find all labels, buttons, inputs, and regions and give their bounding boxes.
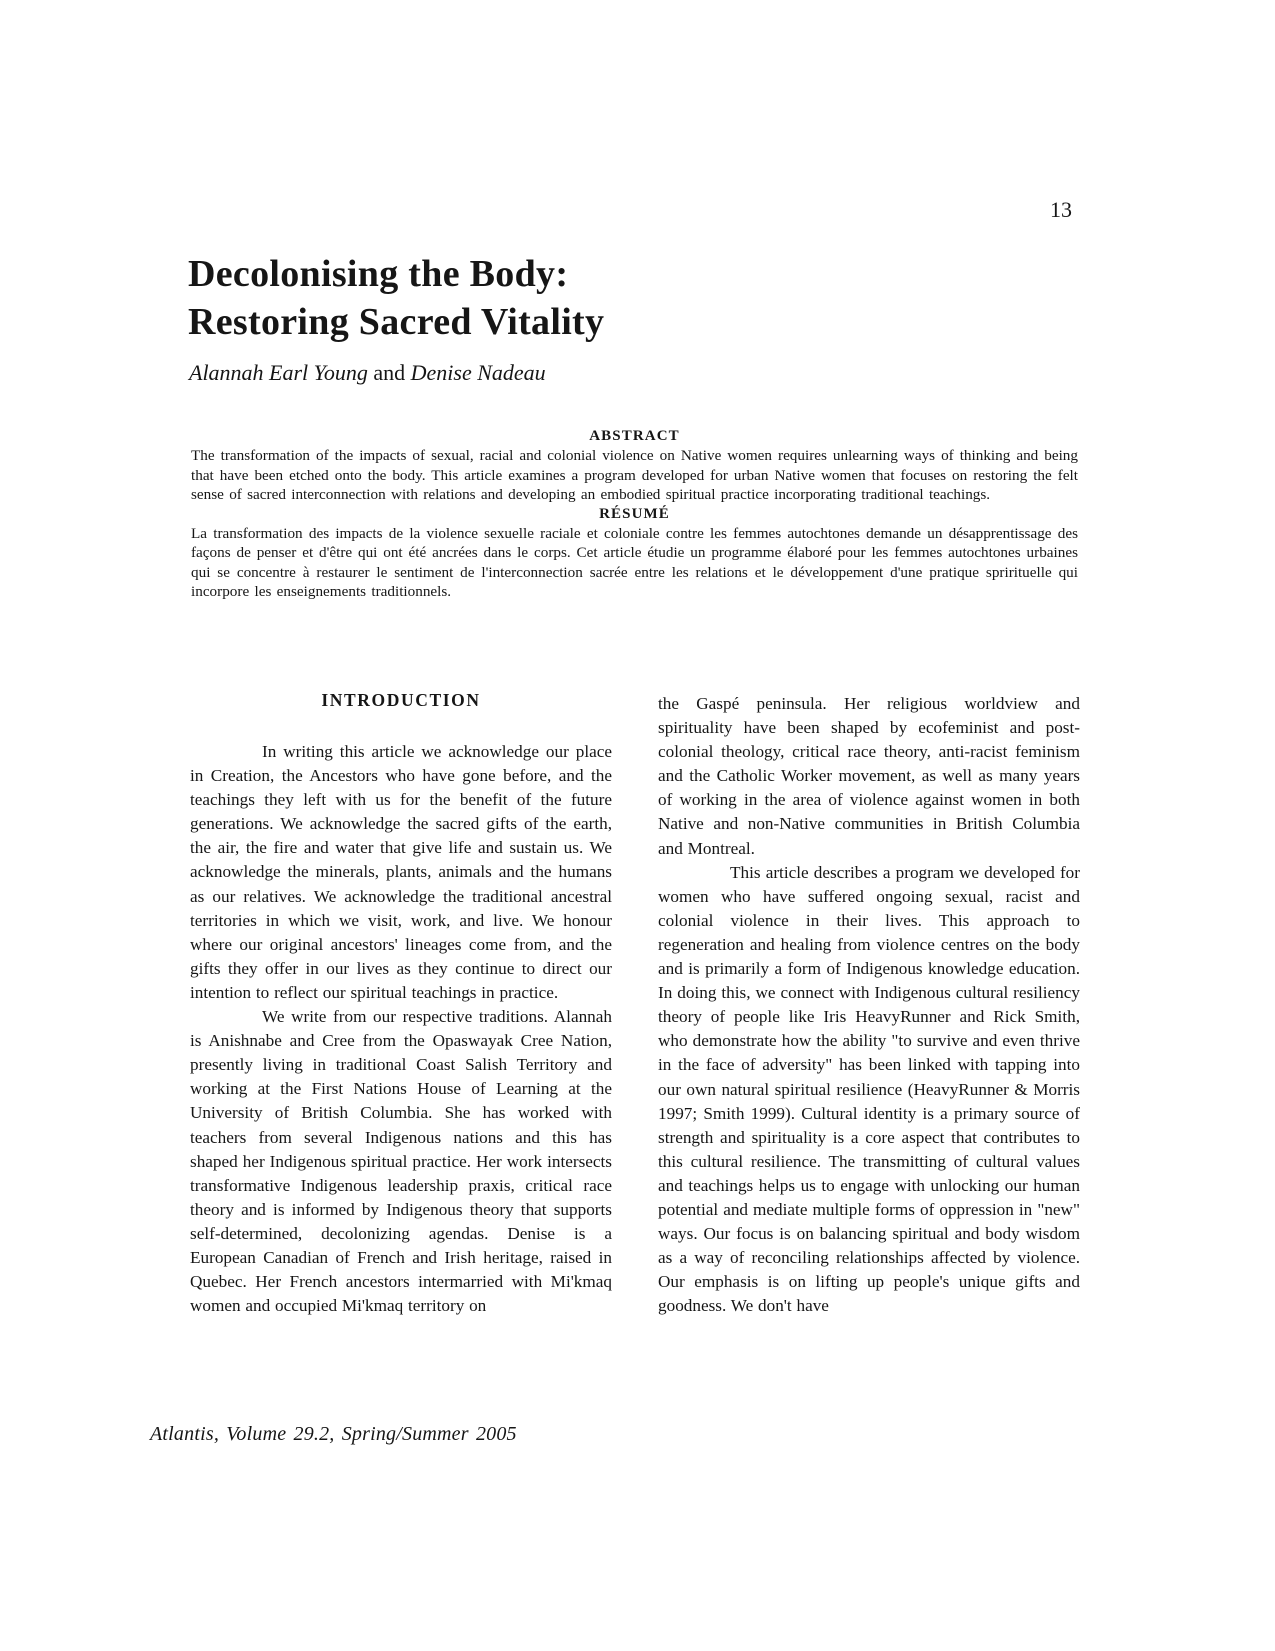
article-title-line1: Decolonising the Body:	[188, 253, 569, 295]
paragraph: the Gaspé peninsula. Her religious worldview and spirituality have been shaped by ecofeminist and post-colonial theology, critical race theory, anti-racist feminism and the Catholic Worker movement, as well as many years of working in the area of violence against women in both Native and non-Native communities in British Columbia and Montreal.	[658, 694, 1080, 858]
byline	[189, 360, 546, 386]
introduction-heading: INTRODUCTION	[321, 690, 481, 710]
article-title-line2: Restoring Sacred Vitality	[188, 301, 605, 343]
left-column	[190, 688, 612, 1318]
right-column	[658, 692, 1080, 1318]
author-name-2: Denise Nadeau	[410, 360, 546, 385]
resume-text: La transformation des impacts de la violence sexuelle raciale et coloniale contre les femmes autochtones demande un désapprentissage des façons de penser et d'être qui ont été ancrées dans le corps. Cet article étudie un programme élaboré pour les femmes autochtones urbaines qui se concentre à restaurer le sentiment de l'interconnection sacrée entre les relations et le développement d'une pratique sprirituelle qui incorpore les enseignements traditionnels.	[191, 525, 1078, 601]
paragraph: In writing this article we acknowledge our place in Creation, the Ancestors who have gone before, and the teachings they left with us for the benefit of the future generations. We acknowledge the sacred gifts of the earth, the air, the fire and water that give life and sustain us. We acknowledge the minerals, plants, animals and the humans as our relatives. We acknowledge the traditional ancestral territories in which we visit, work, and live. We honour where our original ancestors' lineages come from, and the gifts they offer in our lives as they continue to direct our intention to reflect our spiritual teachings in practice.	[190, 742, 612, 1002]
abstract-heading: ABSTRACT	[589, 428, 680, 444]
paragraph: We write from our respective traditions. Alannah is Anishnabe and Cree from the Opaswayak Cree Nation, presently living in traditional Coast Salish Territory and working at the First Nations House of Learning at the University of British Columbia. She has worked with teachers from several Indigenous nations and this has shaped her Indigenous spiritual practice. Her work intersects transformative Indigenous leadership praxis, critical race theory and is informed by Indigenous theory that supports self-determined, decolonizing agendas. Denise is a European Canadian of French and Irish heritage, raised in Quebec. Her French ancestors intermarried with Mi'kmaq women and occupied Mi'kmaq territory on	[190, 1007, 612, 1316]
paragraph: This article describes a program we developed for women who have suffered ongoing sexual, racist and colonial violence in their lives. This approach to regeneration and healing from violence centres on the body and is primarily a form of Indigenous knowledge education. In doing this, we connect with Indigenous cultural resiliency theory of people like Iris HeavyRunner and Rick Smith, who demonstrate how the ability "to survive and even thrive in the face of adversity" has been linked with tapping into our own natural spiritual resilience (HeavyRunner & Morris 1997; Smith 1999). Cultural identity is a primary source of strength and spirituality is a core aspect that contributes to this cultural resilience. The transmitting of cultural values and teachings helps us to engage with unlocking our human potential and mediate multiple forms of oppression in "new" ways. Our focus is on balancing spiritual and body wisdom as a way of reconciling relationships affected by violence. Our emphasis is on lifting up people's unique gifts and goodness. We don't have	[658, 862, 1080, 1316]
article-title	[188, 250, 604, 346]
author-name-1: Alannah Earl Young	[189, 360, 368, 385]
page-number: 13	[1050, 197, 1072, 222]
abstract-section	[191, 427, 1078, 602]
byline-conjunction: and	[373, 360, 406, 385]
journal-footer: Atlantis, Volume 29.2, Spring/Summer 2005	[150, 1423, 517, 1445]
resume-heading: RÉSUMÉ	[599, 505, 670, 522]
abstract-text: The transformation of the impacts of sexual, racial and colonial violence on Native women requires unlearning ways of thinking and being that have been etched onto the body. This article examines a program developed for urban Native women that focuses on restoring the felt sense of sacred interconnection with relations and developing an embodied spiritual practice incorporating traditional teachings.	[191, 447, 1078, 504]
